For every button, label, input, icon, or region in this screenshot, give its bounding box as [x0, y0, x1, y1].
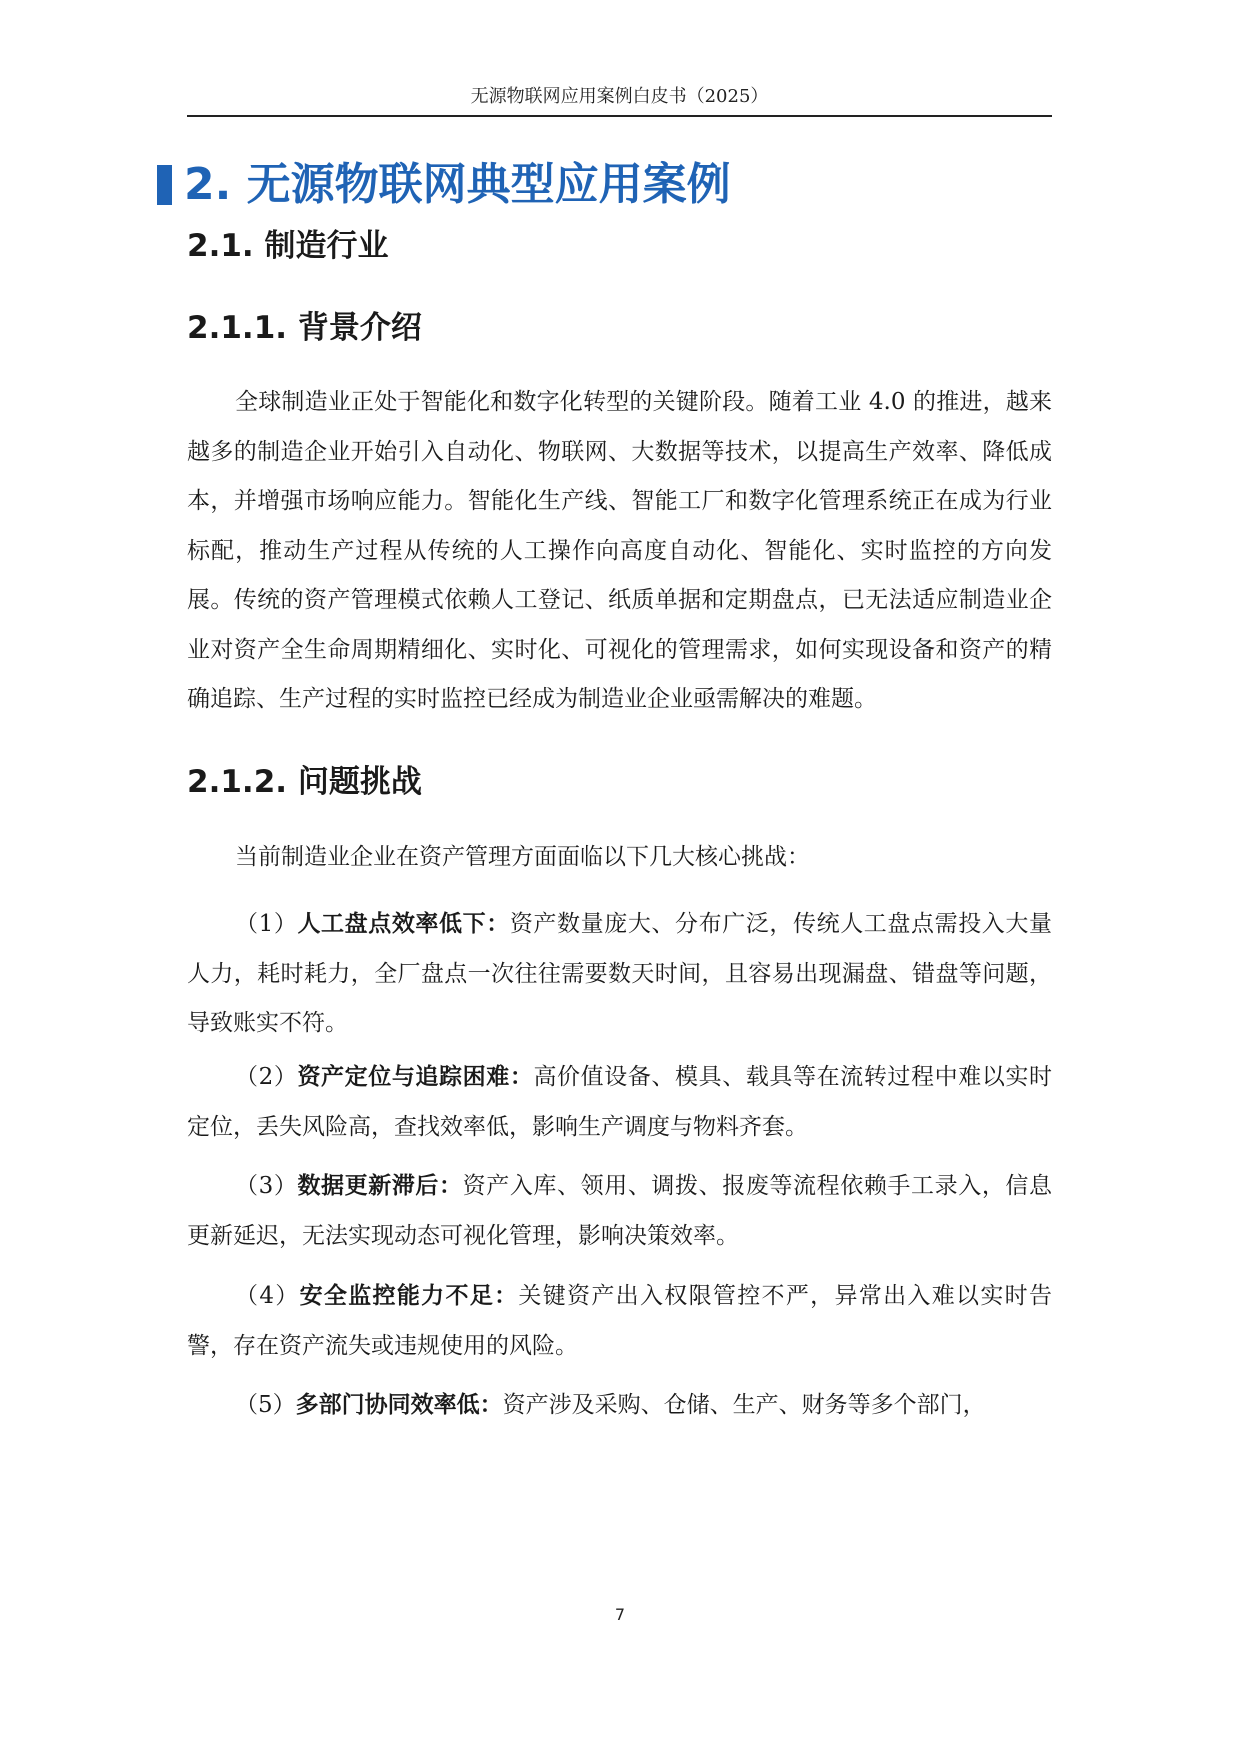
challenge-item-text: 资产涉及采购、仓储、生产、财务等多个部门，	[502, 1392, 986, 1418]
challenge-item-number: （2）	[235, 1064, 298, 1090]
challenge-item-label: 人工盘点效率低下：	[297, 911, 510, 937]
chapter-heading	[157, 155, 731, 215]
challenge-item-label: 资产定位与追踪困难：	[297, 1064, 534, 1090]
challenge-item-label: 数据更新滞后：	[297, 1173, 463, 1199]
challenge-item-number: （1）	[235, 911, 298, 937]
subsection-heading-background: 2.1.1. 背景介绍	[187, 310, 422, 346]
page-number: 7	[614, 1605, 626, 1624]
running-header: 无源物联网应用案例白皮书（2025）	[470, 86, 769, 107]
challenges-intro: 当前制造业企业在资产管理方面面临以下几大核心挑战：	[235, 844, 810, 870]
challenge-item-text: 关键资产出入权限管控不严，异常出入难以实时告警，存在资产流失或违规使用的风险。	[187, 1283, 1052, 1359]
section-heading: 2.1. 制造行业	[187, 228, 389, 264]
challenge-item	[187, 900, 1052, 1049]
challenge-item	[187, 1381, 1052, 1431]
challenge-item	[187, 1162, 1052, 1261]
challenge-item	[187, 1053, 1052, 1152]
challenge-item-text: 资产数量庞大、分布广泛，传统人工盘点需投入大量人力，耗时耗力，全厂盘点一次往往需要数天时间，且容易出现漏盘、错盘等问题，导致账实不符。	[187, 911, 1053, 1036]
challenge-item-text: 高价值设备、模具、载具等在流转过程中难以实时定位，丢失风险高，查找效率低，影响生产调度与物料齐套。	[187, 1064, 1053, 1140]
challenge-item-text: 资产入库、领用、调拨、报废等流程依赖手工录入，信息更新延迟，无法实现动态可视化管理，影响决策效率。	[187, 1173, 1053, 1249]
challenge-item	[187, 1272, 1052, 1371]
challenge-item-number: （5）	[235, 1392, 296, 1418]
challenge-item-number: （4）	[235, 1283, 300, 1309]
subsection-heading-challenges: 2.1.2. 问题挑战	[187, 764, 422, 800]
header-rule	[187, 115, 1052, 117]
challenge-item-number: （3）	[235, 1173, 298, 1199]
challenge-item-label: 多部门协同效率低：	[295, 1392, 503, 1418]
background-paragraph: 全球制造业正处于智能化和数字化转型的关键阶段。随着工业 4.0 的推进，越来越多的制造企业开始引入自动化、物联网、大数据等技术，以提高生产效率、降低成本，并增强市场响应能力。智能化生产线、智能工厂和数字化管理系统正在成为行业标配，推动生产过程从传统的人工操作向高度自动化、智能化、实时监控的方向发展。传统的资产管理模式依赖人工登记、纸质单据和定期盘点，已无法适应制造业企业对资产全生命周期精细化、实时化、可视化的管理需求，如何实现设备和资产的精确追踪、生产过程的实时监控已经成为制造业企业亟需解决的难题。	[187, 389, 1052, 712]
challenge-item-label: 安全监控能力不足：	[299, 1283, 519, 1309]
chapter-title: 2. 无源物联网典型应用案例	[184, 159, 731, 210]
chapter-marker-bar	[157, 165, 172, 205]
